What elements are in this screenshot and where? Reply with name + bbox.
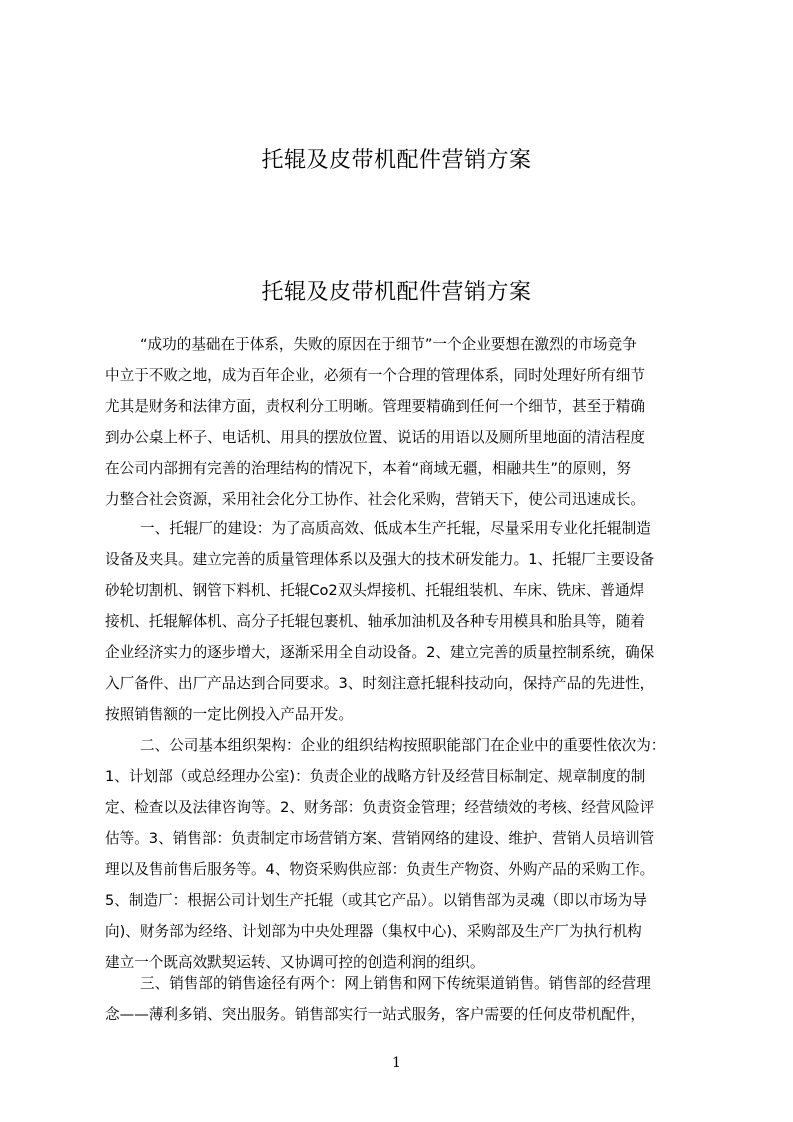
document-heading: 托辊及皮带机配件营销方案 (261, 280, 532, 305)
paragraph-line: 二、公司基本组织架构：企业的组织结构按照职能部门在企业中的重要性依次为： (140, 737, 666, 754)
paragraph-line: 按照销售额的一定比例投入产品开发。 (105, 706, 354, 723)
paragraph-line: 企业经济实力的逐步增大，逐渐采用全自动设备。2、建立完善的质量控制系统，确保 (105, 644, 655, 661)
paragraph-line: 念——薄利多销、突出服务。销售部实行一站式服务，客户需要的任何皮带机配件， (105, 1006, 645, 1023)
paragraph-line: 1、计划部（或总经理办公室)：负责企业的战略方针及经营目标制定、规章制度的制 (105, 768, 646, 785)
paragraph-line: 砂轮切割机、钢管下料机、托辊Co2双头焊接机、托辊组装机、车床、铣床、普通焊 (105, 582, 645, 599)
paragraph-organization (105, 730, 700, 978)
document-title: 托辊及皮带机配件营销方案 (261, 148, 532, 173)
paragraph-intro (105, 329, 700, 515)
paragraph-line: 理以及售前售后服务等。4、物资采购供应部：负责生产物资、外购产品的采购工作。 (105, 861, 655, 878)
page-number: 1 (392, 1055, 401, 1071)
paragraph-line: 尤其是财务和法律方面，责权利分工明晰。管理要精确到任何一个细节，甚至于精确 (105, 398, 645, 415)
paragraph-line: “成功的基础在于体系，失败的原因在于细节”一个企业要想在激烈的市场竞争 (140, 336, 637, 353)
paragraph-line: 设备及夹具。建立完善的质量管理体系以及强大的技术研发能力。1、托辊厂主要设备 (105, 551, 655, 568)
paragraph-roller-factory (105, 513, 700, 730)
paragraph-line: 入厂备件、出厂产品达到合同要求。3、时刻注意托辊科技动向，保持产品的先进性， (105, 675, 655, 692)
paragraph-line: 5、制造厂：根据公司计划生产托辊（或其它产品）。以销售部为灵魂（即以市场为导 (105, 892, 647, 909)
paragraph-line: 估等。3、销售部：负责制定市场营销方案、营销网络的建设、维护、营销人员培训管 (105, 830, 655, 847)
paragraph-line: 三、销售部的销售途径有两个：网上销售和网下传统渠道销售。销售部的经营理 (140, 975, 651, 992)
paragraph-line: 接机、托辊解体机、高分子托辊包裹机、轴承加油机及各种专用模具和胎具等，随着 (105, 613, 645, 630)
paragraph-line: 在公司内部拥有完善的治理结构的情况下，本着“商域无疆，相融共生”的原则，努 (105, 460, 631, 477)
paragraph-line: 一、托辊厂的建设：为了高质高效、低成本生产托辊，尽量采用专业化托辊制造 (140, 520, 651, 537)
paragraph-line: 力整合社会资源，采用社会化分工协作、社会化采购，营销天下，使公司迅速成长。 (105, 491, 645, 508)
paragraph-line: 向)、财务部为经络、计划部为中央处理器（集权中心)、采购部及生产厂为执行机构 (105, 923, 642, 940)
paragraph-line: 中立于不败之地，成为百年企业，必须有一个合理的管理体系，同时处理好所有细节 (105, 367, 645, 384)
paragraph-line: 定、检查以及法律咨询等。2、财务部：负责资金管理；经营绩效的考核、经营风险评 (105, 799, 655, 816)
paragraph-line: 到办公桌上杯子、电话机、用具的摆放位置、说话的用语以及厕所里地面的清洁程度 (105, 429, 645, 446)
paragraph-line: 建立一个既高效默契运转、又协调可控的创造利润的组织。 (105, 954, 485, 971)
paragraph-sales (105, 968, 700, 1030)
